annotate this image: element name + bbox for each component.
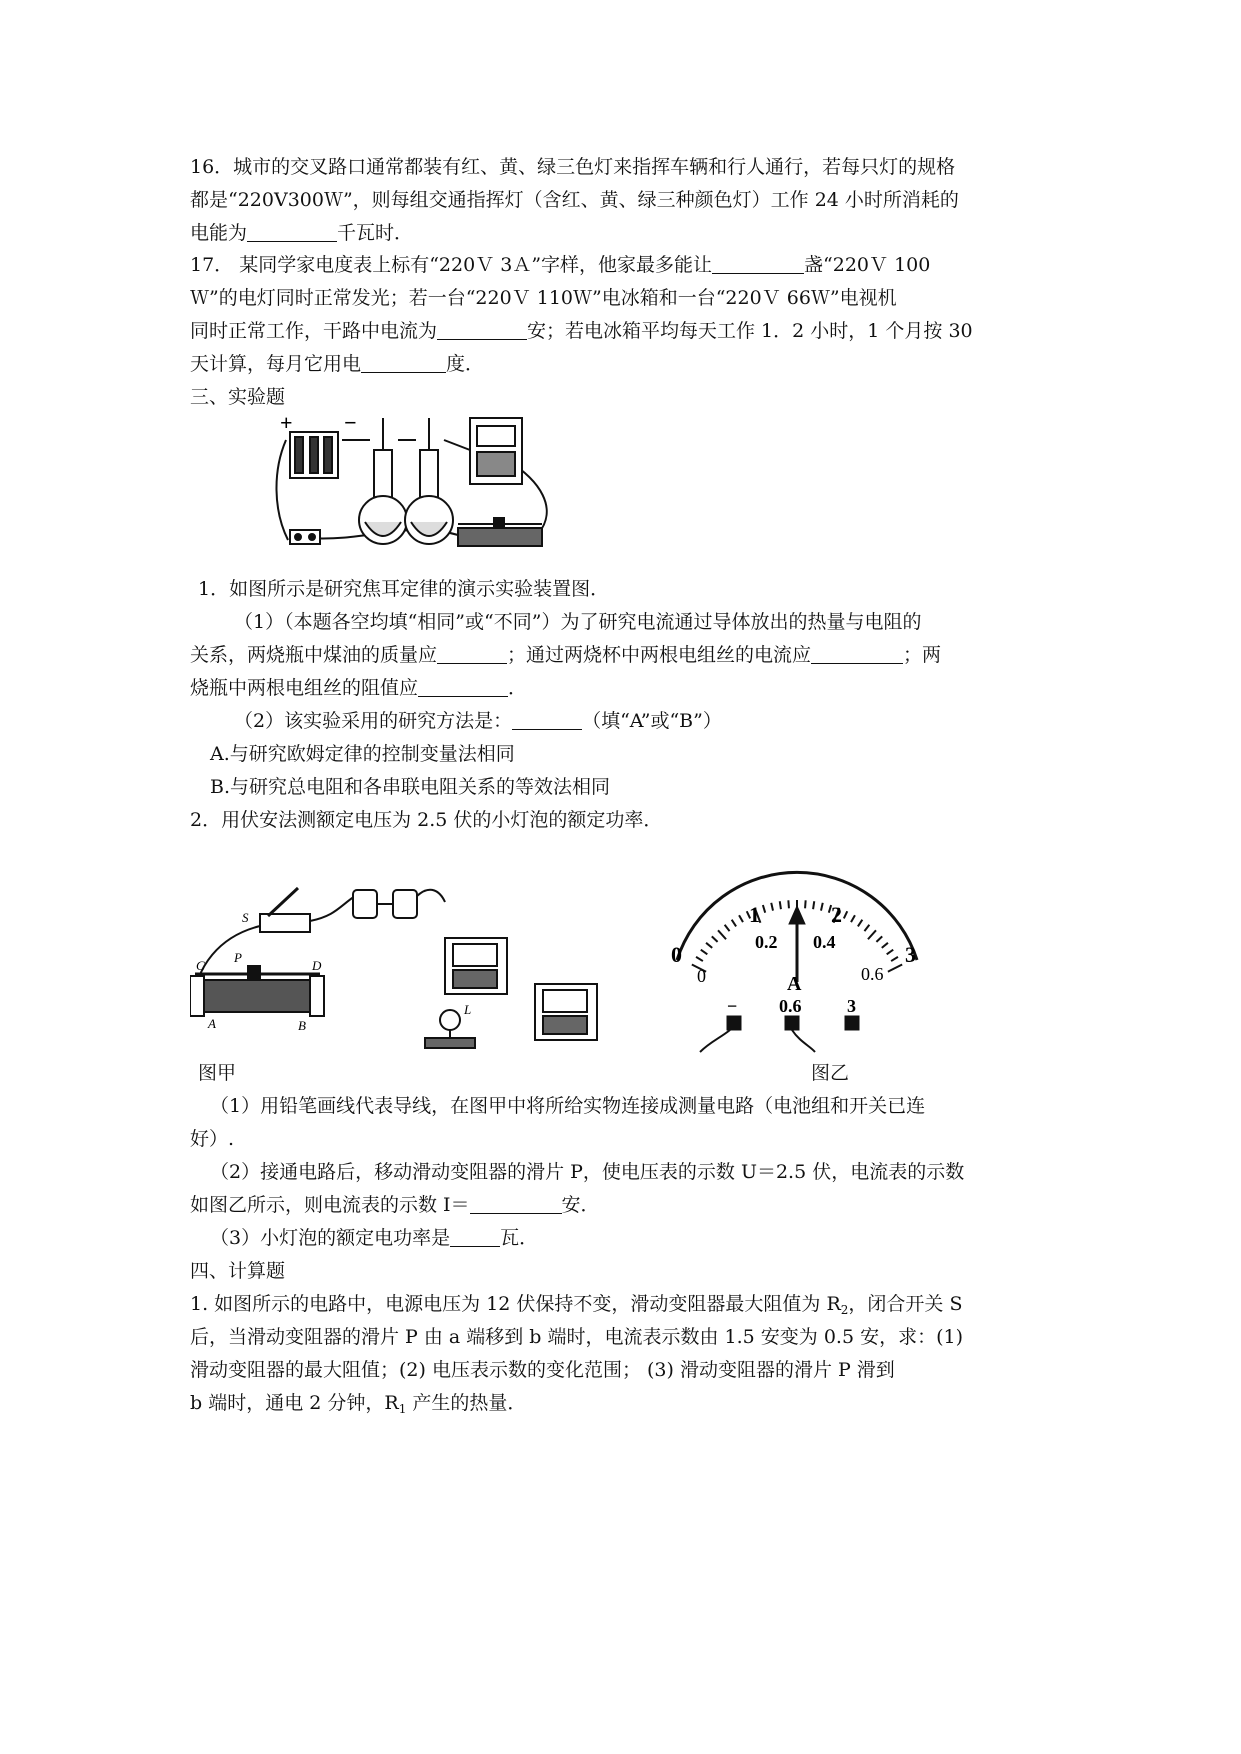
- exp2-text: 瓦．: [500, 1227, 539, 1249]
- q17-text: 天计算，每月它用电: [190, 353, 362, 375]
- q16-line2: 都是“220Ⅴ300Ｗ”，则每组交通指挥灯（含红、黄、绿三种颜色灯）工作 24 小时所消耗的: [190, 189, 959, 211]
- exp2-part1-line2: 好）.: [190, 1128, 235, 1150]
- scale-bottom-0-4: 0.4: [813, 932, 836, 952]
- q17-line4: [190, 351, 1060, 377]
- dial-tick: [891, 957, 898, 961]
- exp1-text: ．: [508, 677, 528, 699]
- exp1-blank-current[interactable]: [811, 643, 903, 664]
- exp1-text: 关系，两烧瓶中煤油的质量应: [190, 644, 438, 666]
- q17-text: 17． 某同学家电度表上标有“220Ｖ 3Ａ”字样，他家最多能让: [190, 254, 713, 276]
- terminal-label-0-6: 0.6: [779, 996, 802, 1016]
- dial-tick: [696, 957, 703, 961]
- exp1-blank-method[interactable]: [512, 709, 582, 730]
- q16-unit: 千瓦时．: [337, 222, 414, 244]
- exp1-text: ；两: [903, 644, 942, 666]
- sliding-rheostat: [202, 980, 312, 1012]
- scale-top-2: 2: [831, 902, 842, 927]
- q16-line3: [190, 220, 1060, 246]
- dial-tick: [718, 930, 726, 939]
- dial-tick: [805, 900, 806, 908]
- dial-tick: [876, 936, 882, 942]
- dial-tick: [712, 936, 718, 942]
- terminal-label-negative: −: [727, 996, 738, 1016]
- exp1-option-a: A.与研究欧姆定律的控制变量法相同: [210, 743, 515, 765]
- calc1-text: 产生的热量．: [406, 1392, 527, 1414]
- dial-tick: [763, 905, 765, 913]
- scale-bottom-0: 0: [697, 966, 706, 986]
- label-d: D: [312, 958, 322, 973]
- label-c: C: [196, 958, 205, 973]
- dial-tick: [882, 943, 888, 948]
- figure-jia-apparatus: [190, 876, 670, 1056]
- q17-blank-current[interactable]: [437, 319, 527, 340]
- dial-tick: [864, 925, 869, 931]
- calc1-line1: [190, 1291, 1060, 1323]
- q17-text: 安；若电冰箱平均每天工作 1．2 小时，1 个月按 30: [527, 320, 973, 342]
- exp2-part2-line1: （2）接通电路后，移动滑动变阻器的滑片 P，使电压表的示数 U＝2.5 伏，电流表的示数: [210, 1161, 965, 1183]
- scale-top-1: 1: [749, 902, 760, 927]
- dial-tick: [725, 925, 730, 931]
- exp1-option-b: B.与研究总电阻和各串联电阻关系的等效法相同: [210, 776, 611, 798]
- exp1-line1: 1．如图所示是研究焦耳定律的演示实验装置图．: [198, 578, 610, 600]
- q17-line1: [190, 252, 1060, 278]
- battery-cell: [393, 890, 417, 918]
- figure-yi-caption: 图乙: [811, 1062, 850, 1084]
- dial-tick: [821, 903, 823, 911]
- scale-bottom-0-6: 0.6: [861, 964, 884, 984]
- dial-tick: [732, 920, 736, 927]
- exp2-part2-line2: [190, 1192, 1060, 1218]
- dial-tick: [780, 901, 781, 909]
- meter-unit: A: [787, 973, 802, 995]
- exp2-part3: [210, 1225, 1080, 1251]
- q16-answer-blank[interactable]: [247, 221, 337, 242]
- section-title-experiment: 三、实验题: [190, 386, 286, 408]
- exp1-text: （2）该实验采用的研究方法是：: [234, 710, 513, 732]
- scale-bottom-0-2: 0.2: [755, 932, 778, 952]
- exp2-text: （3）小灯泡的额定电功率是: [210, 1227, 451, 1249]
- q17-blank-lamps[interactable]: [712, 253, 804, 274]
- battery-cell: [353, 890, 377, 918]
- exp1-line4: [190, 675, 1060, 701]
- section-title-calculation: 四、计算题: [190, 1260, 286, 1282]
- dial-tick: [844, 911, 847, 918]
- scale-top-0: 0: [671, 942, 682, 967]
- exp2-text: 如图乙所示，则电流表的示数 I＝: [190, 1194, 470, 1216]
- exp2-line1: 2．用伏安法测额定电压为 2.5 伏的小灯泡的额定功率．: [190, 809, 663, 831]
- dial-tick: [739, 915, 743, 922]
- terminal-label-3: 3: [847, 996, 856, 1016]
- figure-jia-caption: 图甲: [198, 1062, 237, 1084]
- exp1-text: 烧瓶中两根电组丝的阻值应: [190, 677, 419, 699]
- exp1-line3: [190, 642, 1060, 668]
- dial-tick: [788, 900, 789, 908]
- label-l: L: [464, 1002, 472, 1017]
- calc1-line2: 后，当滑动变阻器的滑片 P 由 a 端移到 b 端时，电流表示数由 1.5 安变为 0.5 安，求：(1): [190, 1326, 964, 1348]
- dial-tick: [771, 903, 773, 911]
- calc1-subscript: 1: [398, 1402, 407, 1416]
- exp2-text: 安．: [561, 1194, 600, 1216]
- battery-minus-label: −: [344, 410, 357, 435]
- dial-tick: [701, 950, 708, 955]
- q17-line2: Ｗ”的电灯同时正常发光；若一台“220Ｖ 110Ｗ”电冰箱和一台“220Ｖ 66Ｗ”电视机: [190, 287, 897, 309]
- calc1-text: b 端时，通电 2 分钟，R: [190, 1392, 399, 1414]
- label-p: P: [234, 950, 242, 965]
- scale-top-3: 3: [905, 942, 916, 967]
- figure-yi-ammeter-dial: [665, 866, 925, 1056]
- dial-tick: [887, 950, 894, 955]
- calc1-text: ，闭合开关 S: [848, 1293, 963, 1315]
- exp1-line5: [234, 708, 1104, 734]
- rheostat: [458, 528, 542, 546]
- q17-unit: 度．: [446, 353, 485, 375]
- terminal-negative: [727, 1016, 741, 1030]
- q17-blank-energy[interactable]: [361, 352, 446, 373]
- knife-switch: [260, 914, 310, 932]
- exp1-line2: （1）（本题各空均填“相同”或“不同”）为了研究电流通过导体放出的热量与电阻的: [234, 611, 922, 633]
- terminal-3: [845, 1016, 859, 1030]
- dial-tick: [706, 943, 712, 948]
- dial-tick: [813, 901, 814, 909]
- joule-law-apparatus-figure: [268, 410, 578, 568]
- dial-tick: [868, 930, 876, 939]
- wire: [276, 440, 288, 540]
- lamp-base: [425, 1038, 475, 1048]
- exp1-blank-mass[interactable]: [437, 643, 507, 664]
- dial-tick: [858, 920, 862, 927]
- dial-tick: [851, 915, 855, 922]
- calc1-subscript: 2: [840, 1303, 849, 1317]
- exp2-blank-power[interactable]: [450, 1226, 500, 1247]
- label-s: S: [242, 910, 249, 925]
- q17-text: 同时正常工作，干路中电流为: [190, 320, 438, 342]
- label-b: B: [298, 1018, 306, 1033]
- dial-tick: [888, 964, 902, 971]
- calc1-line3: 滑动变阻器的最大阻值；(2) 电压表示数的变化范围； (3) 滑动变阻器的滑片 P 滑到: [190, 1359, 895, 1381]
- q17-line3: [190, 318, 1060, 344]
- exp2-blank-current[interactable]: [470, 1193, 562, 1214]
- exp1-text: （填“A”或“B”）: [582, 710, 722, 732]
- q16-line1: 16．城市的交叉路口通常都装有红、黄、绿三色灯来指挥车辆和行人通行，若每只灯的规格: [190, 156, 956, 178]
- exp2-part1-line1: （1）用铅笔画线代表导线，在图甲中将所给实物连接成测量电路（电池组和开关已连: [210, 1095, 926, 1117]
- q17-text: 盏“220Ｖ 100: [804, 254, 931, 276]
- lamp-bulb: [440, 1010, 460, 1030]
- calc1-line4: [190, 1390, 1060, 1422]
- q16-text: 电能为: [190, 222, 248, 244]
- battery-plus-label: +: [280, 410, 293, 435]
- slider-p: [248, 966, 260, 980]
- terminal-0-6: [785, 1016, 799, 1030]
- exp1-blank-resistance[interactable]: [418, 676, 508, 697]
- calc1-text: 1. 如图所示的电路中，电源电压为 12 伏保持不变，滑动变阻器最大阻值为 R: [190, 1293, 841, 1315]
- label-a: A: [208, 1016, 216, 1031]
- exp1-text: ；通过两烧杯中两根电组丝的电流应: [507, 644, 812, 666]
